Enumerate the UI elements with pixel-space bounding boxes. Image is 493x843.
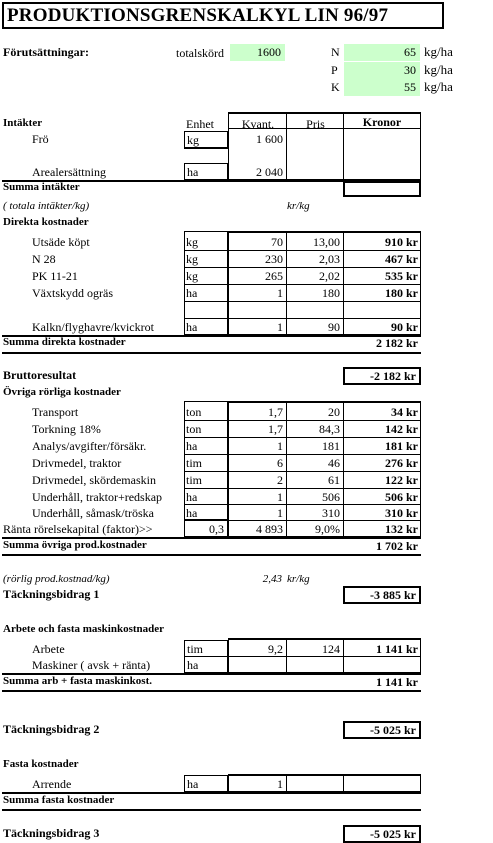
grid-line [184, 318, 421, 319]
grid-line [228, 656, 421, 657]
direkta-row-unit[interactable]: kg [186, 269, 198, 283]
grid-line [184, 250, 421, 251]
direkta-row-price: 90 [328, 320, 340, 334]
grid-line [184, 437, 421, 438]
grid-line [228, 112, 421, 114]
totala-intakter-unit: kr/kg [287, 200, 310, 212]
ovriga-row-name: Drivmedel, traktor [32, 456, 122, 470]
section-rule [2, 809, 421, 811]
grid-line [184, 420, 421, 421]
direkta-row-qty: 265 [265, 269, 283, 283]
ovriga-row-price: 506 [322, 490, 340, 504]
ovriga-row-qty: 1 [277, 490, 283, 504]
summa-fasta-label: Summa fasta kostnader [3, 794, 115, 806]
direkta-row-price: 13,00 [313, 235, 340, 249]
bruttoresultat-value: -2 182 kr [343, 367, 421, 385]
kronor-header: Kronor [362, 115, 402, 129]
ovriga-row-qty: 6 [277, 456, 283, 470]
intakt-unit-areal[interactable]: ha [184, 163, 228, 180]
tb1-label: Täckningsbidrag 1 [3, 587, 100, 601]
ranta-factor[interactable]: 0,3 [184, 520, 228, 537]
ovriga-row-unit[interactable]: tim [186, 473, 203, 487]
summa-ovriga-label: Summa övriga prod.kostnader [3, 539, 147, 551]
direkta-row-unit[interactable]: ha [186, 286, 198, 300]
grid-line [286, 112, 287, 180]
ovriga-row-kr: 276 kr [385, 456, 418, 470]
tb3-label: Täckningsbidrag 3 [3, 826, 100, 840]
pris-header: Pris [306, 117, 325, 131]
maskiner-name: Maskiner ( avsk + ränta) [32, 658, 151, 672]
direkta-row-kr: 910 kr [385, 235, 418, 249]
ovriga-row-price: 20 [328, 405, 340, 419]
ovriga-row-unit[interactable]: ton [186, 405, 202, 419]
intakter-heading: Intäkter [3, 117, 43, 129]
grid-line [286, 774, 287, 792]
grid-line [228, 401, 421, 403]
ranta-price: 9,0% [315, 522, 340, 536]
ovriga-row-name: Torkning 18% [32, 422, 101, 436]
p-unit: kg/ha [424, 62, 453, 77]
arbete-qty: 9,2 [268, 642, 283, 656]
ovriga-row-unit[interactable]: ton [186, 422, 202, 436]
summa-ovriga-value: 1 702 kr [376, 539, 418, 553]
ovriga-row-kr: 34 kr [391, 405, 418, 419]
direkta-row-name: PK 11-21 [32, 269, 78, 283]
direkta-row-kr: 90 kr [391, 320, 418, 334]
grid-line [184, 504, 421, 505]
direkta-row-price: 2,03 [319, 252, 340, 266]
fasta-heading: Fasta kostnader [3, 758, 79, 770]
ovriga-row-unit[interactable]: tim [186, 456, 203, 470]
ovriga-row-kr: 310 kr [385, 506, 418, 520]
summa-intakter-label: Summa intäkter [3, 181, 80, 193]
rorlig-value: 2,43 [262, 573, 282, 585]
direkta-row-price: 180 [322, 286, 340, 300]
intakt-name-areal: Arealersättning [32, 165, 106, 179]
kvant-header: Kvant. [241, 117, 275, 131]
intakt-unit-fro[interactable]: kg [184, 131, 228, 148]
ovriga-row-price: 46 [328, 456, 340, 470]
k-unit: kg/ha [424, 79, 453, 94]
ovriga-row-unit[interactable]: ha [186, 439, 198, 453]
ovriga-row-price: 310 [322, 506, 340, 520]
direkta-row-name: N 28 [32, 252, 56, 266]
grid-line [343, 774, 344, 792]
ovriga-row-price: 84,3 [319, 422, 340, 436]
arbete-name: Arbete [32, 642, 65, 656]
rorlig-label: (rörlig prod.kostnad/kg) [3, 573, 110, 585]
ovriga-row-name: Underhåll, såmask/tröska [32, 506, 154, 520]
grid-line [228, 128, 421, 129]
direkta-row-qty: 230 [265, 252, 283, 266]
grid-line [184, 454, 421, 455]
bruttoresultat-label: Bruttoresultat [3, 368, 77, 382]
grid-line [184, 284, 421, 285]
k-input[interactable]: 55 [344, 79, 420, 96]
direkta-row-qty: 1 [277, 320, 283, 334]
ovriga-row-name: Transport [32, 405, 79, 419]
arrende-unit[interactable]: ha [184, 775, 228, 792]
totala-intakter-label: ( totala intäkter/kg) [3, 200, 90, 212]
direkta-row-unit[interactable]: kg [186, 235, 198, 249]
p-label: P [331, 63, 338, 77]
section-rule [2, 352, 421, 354]
forutsattningar-label: Förutsättningar: [3, 45, 89, 59]
intakt-qty-areal: 2 040 [256, 165, 283, 179]
summa-direkta-value: 2 182 kr [376, 336, 418, 350]
direkta-row-kr: 180 kr [385, 286, 418, 300]
direkta-row-kr: 467 kr [385, 252, 418, 266]
intakt-qty-fro: 1 600 [256, 132, 283, 146]
page-title: PRODUKTIONSGRENSKALKYL LIN 96/97 [2, 2, 444, 29]
direkta-heading: Direkta kostnader [3, 216, 89, 228]
grid-line [184, 301, 421, 302]
ovriga-row-name: Analys/avgifter/försäkr. [32, 439, 147, 453]
section-rule [2, 554, 421, 556]
ovriga-row-qty: 1,7 [268, 405, 283, 419]
ovriga-row-kr: 506 kr [385, 490, 418, 504]
ovriga-row-kr: 142 kr [385, 422, 418, 436]
ovriga-row-price: 181 [322, 439, 340, 453]
direkta-row-price: 2,02 [319, 269, 340, 283]
ranta-qty: 4 893 [256, 522, 283, 536]
n-unit: kg/ha [424, 44, 453, 59]
enhet-header: Enhet [186, 117, 214, 131]
n-label: N [331, 45, 340, 59]
section-rule [2, 690, 421, 692]
ovriga-row-qty: 1 [277, 439, 283, 453]
totalskord-label: totalskörd [176, 46, 224, 60]
rorlig-unit: kr/kg [287, 573, 310, 585]
ovriga-row-qty: 1 [277, 506, 283, 520]
grid-line [184, 267, 421, 268]
totalskord-input[interactable]: 1600 [230, 44, 285, 61]
tb1-value: -3 885 kr [343, 586, 421, 604]
k-label: K [331, 80, 340, 94]
ovriga-row-qty: 2 [277, 473, 283, 487]
grid-line [184, 148, 228, 149]
arbete-unit[interactable]: tim [184, 640, 228, 657]
maskiner-unit[interactable]: ha [184, 656, 228, 673]
arbete-price: 124 [322, 642, 340, 656]
summa-arbete-label: Summa arb + fasta maskinkost. [3, 675, 152, 687]
ovriga-row-qty: 1,7 [268, 422, 283, 436]
arbete-kr: 1 141 kr [376, 642, 418, 656]
ovriga-row-kr: 122 kr [385, 473, 418, 487]
ovriga-heading: Övriga rörliga kostnader [3, 386, 121, 398]
ovriga-row-price: 61 [328, 473, 340, 487]
grid-line [228, 638, 421, 640]
grid-line [343, 112, 344, 180]
arbete-heading: Arbete och fasta maskinkostnader [3, 623, 165, 635]
grid-line [184, 471, 421, 472]
ranta-name: Ränta rörelsekapital (faktor)>> [3, 522, 153, 536]
direkta-row-name: Utsäde köpt [32, 235, 90, 249]
grid-line [184, 488, 421, 489]
p-input[interactable]: 30 [344, 62, 420, 79]
direkta-row-qty: 1 [277, 286, 283, 300]
intakt-name-fro: Frö [32, 132, 49, 146]
n-input[interactable]: 65 [344, 44, 420, 61]
ovriga-row-unit[interactable]: ha [186, 490, 198, 504]
grid-line [228, 231, 421, 233]
summa-direkta-label: Summa direkta kostnader [3, 336, 126, 348]
direkta-row-kr: 535 kr [385, 269, 418, 283]
ovriga-row-name: Underhåll, traktor+redskap [32, 490, 163, 504]
tb2-value: -5 025 kr [343, 721, 421, 739]
ovriga-row-kr: 181 kr [385, 439, 418, 453]
direkta-row-unit[interactable]: kg [186, 252, 198, 266]
direkta-row-qty: 70 [271, 235, 283, 249]
direkta-row-name: Växtskydd ogräs [32, 286, 113, 300]
tb3-value: -5 025 kr [343, 825, 421, 843]
tb2-label: Täckningsbidrag 2 [3, 722, 100, 736]
summa-intakter-box [343, 181, 421, 197]
direkta-row-name: Kalkn/flyghavre/kvickrot [32, 320, 154, 334]
arrende-name: Arrende [32, 777, 72, 791]
summa-arbete-value: 1 141 kr [376, 675, 418, 689]
ovriga-row-unit[interactable]: ha [186, 506, 198, 520]
ovriga-row-name: Drivmedel, skördemaskin [32, 473, 156, 487]
direkta-row-unit[interactable]: ha [186, 320, 198, 334]
ranta-kr: 132 kr [385, 522, 418, 536]
arrende-qty: 1 [277, 777, 283, 791]
